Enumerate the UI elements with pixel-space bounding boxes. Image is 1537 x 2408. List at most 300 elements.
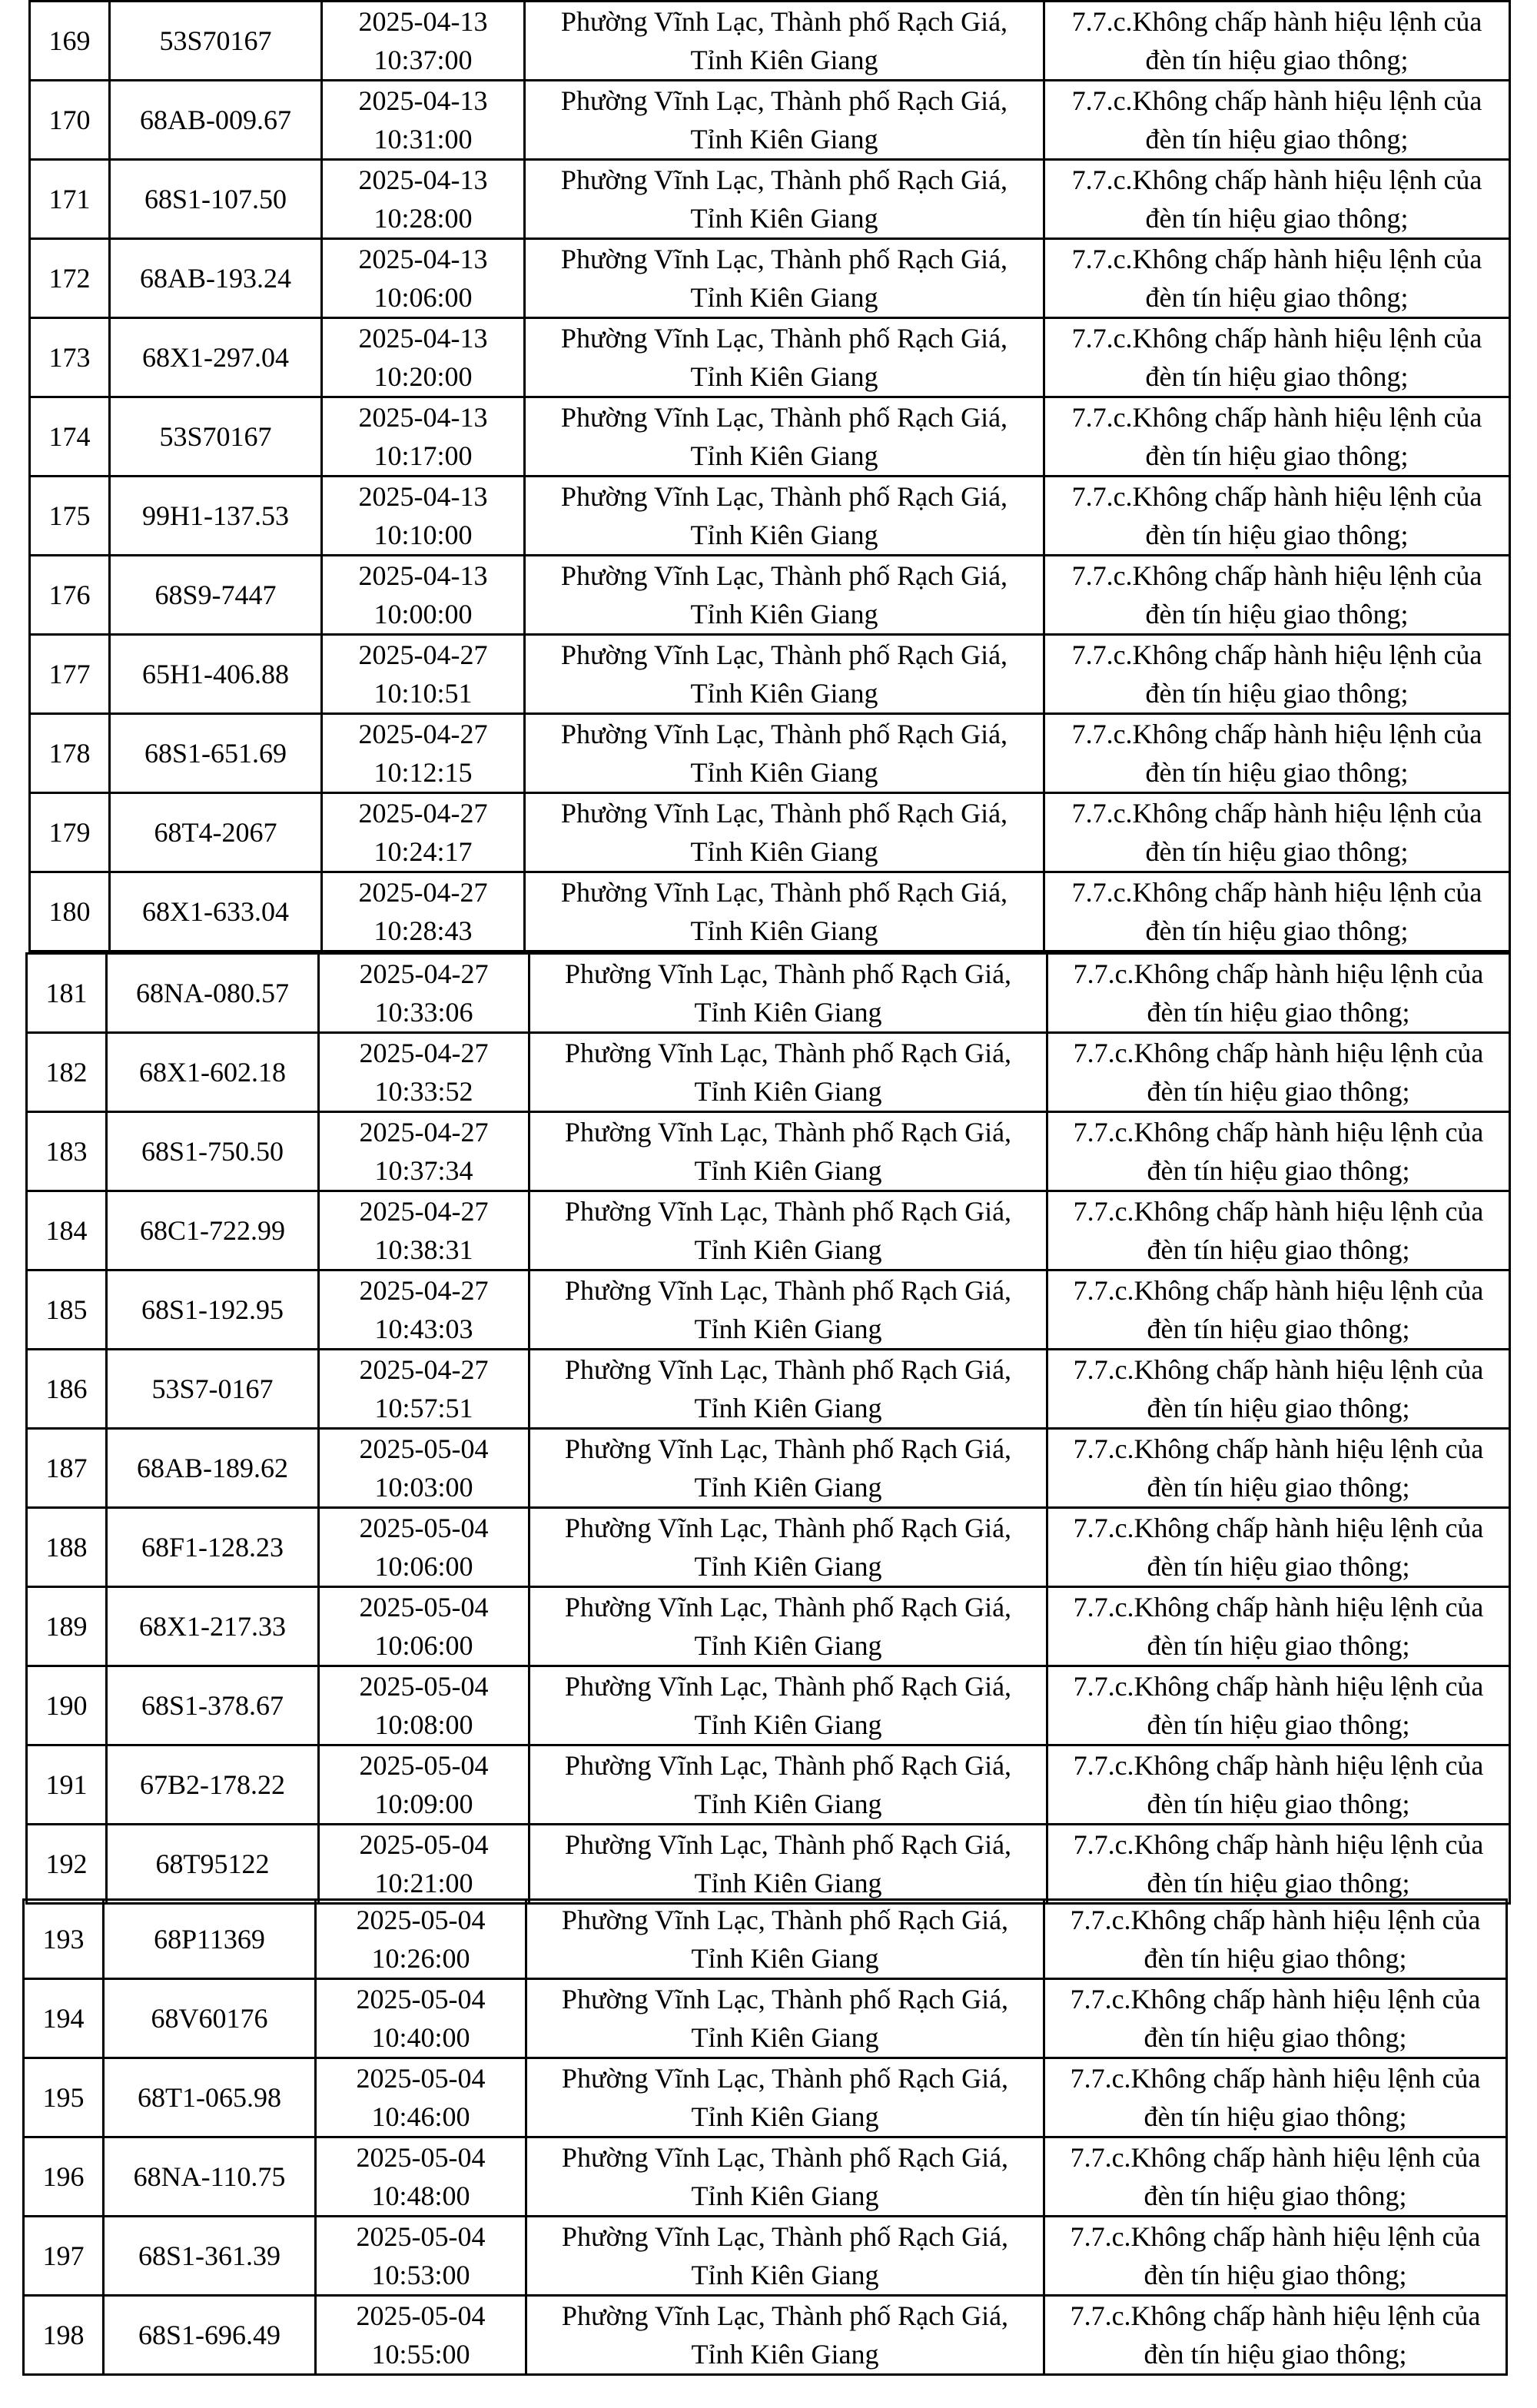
table-row [27,1270,1510,1350]
violation-date: 2025-04-13 [358,560,488,591]
location-line-2: Tỉnh Kiên Giang [691,2339,879,2370]
violation-line-2: đèn tín hiệu giao thông; [1144,2339,1407,2370]
row-number: 177 [30,635,110,714]
violation-location [526,2296,1044,2375]
violation-date: 2025-04-27 [359,958,489,989]
violation-location [525,239,1044,318]
violation-datetime [322,556,525,635]
location-line-1: Phường Vĩnh Lạc, Thành phố Rạch Giá, [561,1905,1009,1935]
violation-time: 10:17:00 [373,440,473,471]
violation-datetime [322,397,525,477]
violation-time: 10:12:15 [373,757,473,788]
violation-datetime [316,2137,526,2217]
violation-datetime [322,872,525,952]
row-number: 194 [24,1979,104,2058]
table-row [30,635,1510,714]
license-plate: 53S70167 [110,2,322,81]
violation-line-1: 7.7.c.Không chấp hành hiệu lệnh của [1071,402,1482,433]
location-line-2: Tỉnh Kiên Giang [690,520,878,550]
violation-datetime [316,2217,526,2296]
violation-datetime [319,1270,529,1350]
location-line-1: Phường Vĩnh Lạc, Thành phố Rạch Giá, [560,85,1008,116]
row-number: 175 [30,477,110,556]
violation-line-1: 7.7.c.Không chấp hành hiệu lệnh của [1073,1275,1484,1306]
location-line-2: Tỉnh Kiên Giang [691,1943,879,1974]
violation-datetime [322,635,525,714]
violation-description [1044,477,1510,556]
violation-datetime [322,160,525,239]
violation-location [525,81,1044,160]
row-number: 186 [27,1350,107,1429]
violation-time: 10:08:00 [374,1709,473,1740]
violation-location [529,954,1047,1033]
violation-time: 10:33:06 [374,997,473,1028]
location-line-2: Tỉnh Kiên Giang [694,1868,882,1898]
table-row [30,793,1510,872]
violation-line-1: 7.7.c.Không chấp hành hiệu lệnh của [1071,877,1482,908]
table-row [27,954,1510,1033]
table-row [27,1745,1510,1825]
violation-time: 10:40:00 [371,2022,470,2053]
location-line-1: Phường Vĩnh Lạc, Thành phố Rạch Giá, [560,719,1008,749]
violation-datetime [319,1033,529,1112]
location-line-1: Phường Vĩnh Lạc, Thành phố Rạch Giá, [564,1117,1012,1148]
row-number: 171 [30,160,110,239]
violation-location [526,1979,1044,2058]
violation-date: 2025-04-27 [359,1275,489,1306]
row-number: 192 [27,1825,107,1904]
violation-time: 10:20:00 [373,361,473,392]
violation-date: 2025-04-27 [359,1196,489,1227]
location-line-2: Tỉnh Kiên Giang [694,1472,882,1503]
violation-line-1: 7.7.c.Không chấp hành hiệu lệnh của [1071,244,1482,274]
violation-time: 10:28:00 [373,203,473,234]
violation-time: 10:53:00 [371,2260,470,2290]
violation-line-2: đèn tín hiệu giao thông; [1147,1314,1410,1344]
violation-date: 2025-04-27 [359,1354,489,1385]
license-plate: 68T95122 [107,1825,319,1904]
table-row [24,2296,1507,2375]
location-line-2: Tỉnh Kiên Giang [694,1551,882,1582]
violation-line-2: đèn tín hiệu giao thông; [1145,915,1409,946]
license-plate: 68AB-009.67 [110,81,322,160]
license-plate: 68F1-128.23 [107,1508,319,1587]
violation-time: 10:03:00 [374,1472,473,1503]
violation-location [526,2217,1044,2296]
location-line-2: Tỉnh Kiên Giang [690,440,878,471]
license-plate: 68S1-378.67 [107,1666,319,1745]
location-line-1: Phường Vĩnh Lạc, Thành phố Rạch Giá, [560,560,1008,591]
table-row [27,1350,1510,1429]
violation-line-2: đèn tín hiệu giao thông; [1144,2260,1407,2290]
violation-date: 2025-04-27 [358,877,488,908]
violation-line-2: đèn tín hiệu giao thông; [1145,124,1409,154]
violation-date: 2025-04-13 [358,323,488,354]
row-number: 169 [30,2,110,81]
license-plate: 68NA-080.57 [107,954,319,1033]
location-line-1: Phường Vĩnh Lạc, Thành phố Rạch Giá, [561,1984,1009,2014]
violation-date: 2025-04-13 [358,244,488,274]
violation-location [525,714,1044,793]
table-row [27,1191,1510,1270]
violation-line-1: 7.7.c.Không chấp hành hiệu lệnh của [1070,2063,1481,2094]
violation-line-1: 7.7.c.Không chấp hành hiệu lệnh của [1070,1905,1481,1935]
violation-date: 2025-05-04 [359,1433,489,1464]
violation-date: 2025-04-27 [358,798,488,829]
license-plate: 68X1-297.04 [110,318,322,397]
violation-datetime [319,1350,529,1429]
violation-description [1047,1112,1510,1191]
location-line-1: Phường Vĩnh Lạc, Thành phố Rạch Giá, [560,639,1008,670]
violation-time: 10:48:00 [371,2180,470,2211]
location-line-2: Tỉnh Kiên Giang [694,1314,882,1344]
violation-datetime [316,2296,526,2375]
license-plate: 68T1-065.98 [104,2058,316,2137]
location-line-1: Phường Vĩnh Lạc, Thành phố Rạch Giá, [561,2063,1009,2094]
row-number: 188 [27,1508,107,1587]
row-number: 187 [27,1429,107,1508]
location-line-1: Phường Vĩnh Lạc, Thành phố Rạch Giá, [561,2221,1009,2252]
violation-description [1044,81,1510,160]
violation-line-2: đèn tín hiệu giao thông; [1144,1943,1407,1974]
violation-time: 10:00:00 [373,599,473,629]
violation-line-2: đèn tín hiệu giao thông; [1145,440,1409,471]
violation-date: 2025-04-13 [358,402,488,433]
violation-date: 2025-05-04 [356,2063,486,2094]
location-line-2: Tỉnh Kiên Giang [690,915,878,946]
violation-location [529,1745,1047,1825]
violation-line-1: 7.7.c.Không chấp hành hiệu lệnh của [1070,1984,1481,2014]
violation-location [525,160,1044,239]
row-number: 170 [30,81,110,160]
violation-description [1047,1508,1510,1587]
violation-description [1047,1270,1510,1350]
violation-date: 2025-05-04 [359,1513,489,1543]
row-number: 182 [27,1033,107,1112]
violation-time: 10:57:51 [374,1393,473,1423]
violation-description [1047,1350,1510,1429]
license-plate: 65H1-406.88 [110,635,322,714]
violation-datetime [322,477,525,556]
location-line-2: Tỉnh Kiên Giang [690,599,878,629]
violation-datetime [319,954,529,1033]
table-row [30,872,1510,952]
license-plate: 68X1-633.04 [110,872,322,952]
table-row [27,1666,1510,1745]
violation-location [529,1191,1047,1270]
location-line-2: Tỉnh Kiên Giang [690,203,878,234]
license-plate: 68S1-192.95 [107,1270,319,1350]
violation-location [525,318,1044,397]
license-plate: 68NA-110.75 [104,2137,316,2217]
license-plate: 68S1-361.39 [104,2217,316,2296]
violation-line-1: 7.7.c.Không chấp hành hiệu lệnh của [1071,481,1482,512]
location-line-2: Tỉnh Kiên Giang [694,1155,882,1186]
location-line-2: Tỉnh Kiên Giang [690,282,878,313]
violation-location [529,1508,1047,1587]
location-line-1: Phường Vĩnh Lạc, Thành phố Rạch Giá, [564,1038,1012,1068]
location-line-1: Phường Vĩnh Lạc, Thành phố Rạch Giá, [564,1513,1012,1543]
violation-line-2: đèn tín hiệu giao thông; [1147,1076,1410,1107]
license-plate: 68X1-602.18 [107,1033,319,1112]
violation-time: 10:26:00 [371,1943,470,1974]
violation-line-1: 7.7.c.Không chấp hành hiệu lệnh của [1071,560,1482,591]
location-line-2: Tỉnh Kiên Giang [691,2022,879,2053]
location-line-2: Tỉnh Kiên Giang [690,45,878,75]
row-number: 193 [24,1900,104,1979]
violation-line-1: 7.7.c.Không chấp hành hiệu lệnh của [1071,85,1482,116]
row-number: 197 [24,2217,104,2296]
violation-datetime [322,793,525,872]
table-row [27,1508,1510,1587]
location-line-1: Phường Vĩnh Lạc, Thành phố Rạch Giá, [560,481,1008,512]
violation-date: 2025-04-13 [358,164,488,195]
violation-datetime [322,239,525,318]
violation-description [1047,1587,1510,1666]
location-line-1: Phường Vĩnh Lạc, Thành phố Rạch Giá, [560,323,1008,354]
violation-location [526,1900,1044,1979]
violation-date: 2025-05-04 [356,2221,486,2252]
row-number: 179 [30,793,110,872]
violation-time: 10:31:00 [373,124,473,154]
violation-location [525,397,1044,477]
violation-datetime [316,2058,526,2137]
violation-location [525,477,1044,556]
location-line-1: Phường Vĩnh Lạc, Thành phố Rạch Giá, [560,6,1008,37]
violation-description [1044,793,1510,872]
violation-description [1044,160,1510,239]
violation-description [1044,2058,1507,2137]
location-line-2: Tỉnh Kiên Giang [694,1234,882,1265]
license-plate: 68S1-107.50 [110,160,322,239]
violation-time: 10:21:00 [374,1868,473,1898]
violation-location [529,1270,1047,1350]
violation-description [1044,2,1510,81]
violation-line-2: đèn tín hiệu giao thông; [1147,1155,1410,1186]
license-plate: 99H1-137.53 [110,477,322,556]
location-line-2: Tỉnh Kiên Giang [690,678,878,709]
violation-table-1 [28,0,1511,952]
violation-description [1044,556,1510,635]
violation-line-1: 7.7.c.Không chấp hành hiệu lệnh của [1073,1038,1484,1068]
violation-line-2: đèn tín hiệu giao thông; [1144,2101,1407,2132]
violation-location [525,635,1044,714]
violation-description [1047,1033,1510,1112]
violation-date: 2025-04-27 [358,719,488,749]
violation-datetime [322,81,525,160]
violation-time: 10:55:00 [371,2339,470,2370]
violation-time: 10:28:43 [373,915,473,946]
violation-time: 10:06:00 [374,1630,473,1661]
violation-datetime [319,1825,529,1904]
location-line-1: Phường Vĩnh Lạc, Thành phố Rạch Giá, [560,244,1008,274]
location-line-1: Phường Vĩnh Lạc, Thành phố Rạch Giá, [560,164,1008,195]
location-line-1: Phường Vĩnh Lạc, Thành phố Rạch Giá, [560,877,1008,908]
violation-date: 2025-04-27 [359,1038,489,1068]
violation-line-2: đèn tín hiệu giao thông; [1145,836,1409,867]
license-plate: 68V60176 [104,1979,316,2058]
row-number: 178 [30,714,110,793]
location-line-2: Tỉnh Kiên Giang [694,997,882,1028]
row-number: 174 [30,397,110,477]
row-number: 184 [27,1191,107,1270]
violation-location [529,1587,1047,1666]
violation-time: 10:43:03 [374,1314,473,1344]
violation-description [1044,2137,1507,2217]
violation-description [1044,318,1510,397]
location-line-2: Tỉnh Kiên Giang [694,1630,882,1661]
license-plate: 68C1-722.99 [107,1191,319,1270]
violation-line-1: 7.7.c.Không chấp hành hiệu lệnh của [1070,2221,1481,2252]
table-row [30,2,1510,81]
violation-time: 10:37:34 [374,1155,473,1186]
violation-description [1044,872,1510,952]
table-row [27,1825,1510,1904]
violation-time: 10:46:00 [371,2101,470,2132]
location-line-1: Phường Vĩnh Lạc, Thành phố Rạch Giá, [561,2300,1009,2331]
table-row [30,714,1510,793]
location-line-1: Phường Vĩnh Lạc, Thành phố Rạch Giá, [564,1354,1012,1385]
violation-line-1: 7.7.c.Không chấp hành hiệu lệnh của [1073,1592,1484,1622]
row-number: 173 [30,318,110,397]
location-line-1: Phường Vĩnh Lạc, Thành phố Rạch Giá, [564,1592,1012,1622]
table-row [30,81,1510,160]
violation-date: 2025-04-13 [358,85,488,116]
row-number: 198 [24,2296,104,2375]
location-line-1: Phường Vĩnh Lạc, Thành phố Rạch Giá, [564,1671,1012,1702]
violation-line-2: đèn tín hiệu giao thông; [1144,2022,1407,2053]
violation-description [1044,1979,1507,2058]
location-line-1: Phường Vĩnh Lạc, Thành phố Rạch Giá, [564,1275,1012,1306]
location-line-2: Tỉnh Kiên Giang [691,2180,879,2211]
violation-description [1047,1429,1510,1508]
violation-line-2: đèn tín hiệu giao thông; [1145,520,1409,550]
violation-line-1: 7.7.c.Không chấp hành hiệu lệnh của [1073,1671,1484,1702]
table-row [30,397,1510,477]
location-line-2: Tỉnh Kiên Giang [690,361,878,392]
violation-description [1047,1666,1510,1745]
table-row [24,1979,1507,2058]
table-row [27,1429,1510,1508]
violation-time: 10:33:52 [374,1076,473,1107]
violation-time: 10:10:00 [373,520,473,550]
location-line-2: Tỉnh Kiên Giang [694,1393,882,1423]
table-row [30,477,1510,556]
violation-description [1047,1191,1510,1270]
violation-datetime [319,1666,529,1745]
license-plate: 68AB-189.62 [107,1429,319,1508]
violation-line-1: 7.7.c.Không chấp hành hiệu lệnh của [1071,323,1482,354]
violation-description [1047,954,1510,1033]
violation-datetime [319,1508,529,1587]
table-row [27,1033,1510,1112]
violation-line-2: đèn tín hiệu giao thông; [1147,1472,1410,1503]
license-plate: 68T4-2067 [110,793,322,872]
violation-date: 2025-05-04 [356,2300,486,2331]
violation-line-2: đèn tín hiệu giao thông; [1147,1868,1410,1898]
violation-date: 2025-05-04 [359,1750,489,1781]
row-number: 196 [24,2137,104,2217]
violation-description [1044,1900,1507,1979]
violation-table-2 [25,952,1511,1905]
license-plate: 68P11369 [104,1900,316,1979]
location-line-1: Phường Vĩnh Lạc, Thành phố Rạch Giá, [560,402,1008,433]
violation-datetime [322,714,525,793]
table-row [24,2217,1507,2296]
violation-datetime [316,1900,526,1979]
violation-line-2: đèn tín hiệu giao thông; [1147,1551,1410,1582]
violation-date: 2025-05-04 [356,1984,486,2014]
table-row [27,1112,1510,1191]
violation-date: 2025-04-27 [358,639,488,670]
violation-line-1: 7.7.c.Không chấp hành hiệu lệnh của [1073,958,1484,989]
license-plate: 68S9-7447 [110,556,322,635]
location-line-1: Phường Vĩnh Lạc, Thành phố Rạch Giá, [561,2142,1009,2173]
violation-datetime [319,1429,529,1508]
location-line-1: Phường Vĩnh Lạc, Thành phố Rạch Giá, [564,1750,1012,1781]
violation-line-1: 7.7.c.Không chấp hành hiệu lệnh của [1073,1117,1484,1148]
violation-line-2: đèn tín hiệu giao thông; [1147,1630,1410,1661]
location-line-2: Tỉnh Kiên Giang [691,2260,879,2290]
violation-line-1: 7.7.c.Không chấp hành hiệu lệnh của [1071,639,1482,670]
violation-datetime [319,1587,529,1666]
violation-location [529,1429,1047,1508]
row-number: 185 [27,1270,107,1350]
violation-date: 2025-04-13 [358,481,488,512]
violation-line-1: 7.7.c.Không chấp hành hiệu lệnh của [1073,1433,1484,1464]
violation-time: 10:06:00 [373,282,473,313]
violation-line-2: đèn tín hiệu giao thông; [1145,757,1409,788]
location-line-1: Phường Vĩnh Lạc, Thành phố Rạch Giá, [564,958,1012,989]
violation-time: 10:09:00 [374,1789,473,1819]
violation-line-1: 7.7.c.Không chấp hành hiệu lệnh của [1073,1829,1484,1860]
violation-line-1: 7.7.c.Không chấp hành hiệu lệnh của [1071,719,1482,749]
violation-location [525,2,1044,81]
row-number: 180 [30,872,110,952]
violation-line-1: 7.7.c.Không chấp hành hiệu lệnh của [1073,1196,1484,1227]
license-plate: 68X1-217.33 [107,1587,319,1666]
violation-description [1044,2217,1507,2296]
violation-datetime [322,2,525,81]
violation-line-1: 7.7.c.Không chấp hành hiệu lệnh của [1073,1750,1484,1781]
violation-date: 2025-05-04 [359,1592,489,1622]
violation-line-2: đèn tín hiệu giao thông; [1147,1393,1410,1423]
violation-line-2: đèn tín hiệu giao thông; [1145,203,1409,234]
violation-line-1: 7.7.c.Không chấp hành hiệu lệnh của [1071,164,1482,195]
violation-line-2: đèn tín hiệu giao thông; [1147,1789,1410,1819]
violation-date: 2025-04-27 [359,1117,489,1148]
violation-date: 2025-05-04 [356,1905,486,1935]
location-line-2: Tỉnh Kiên Giang [694,1789,882,1819]
table-row [24,1900,1507,1979]
violation-line-1: 7.7.c.Không chấp hành hiệu lệnh của [1070,2300,1481,2331]
violation-time: 10:10:51 [373,678,473,709]
location-line-2: Tỉnh Kiên Giang [694,1709,882,1740]
row-number: 176 [30,556,110,635]
violation-time: 10:37:00 [373,45,473,75]
violation-datetime [319,1191,529,1270]
violation-line-1: 7.7.c.Không chấp hành hiệu lệnh của [1073,1354,1484,1385]
location-line-2: Tỉnh Kiên Giang [690,757,878,788]
violation-date: 2025-05-04 [356,2142,486,2173]
location-line-2: Tỉnh Kiên Giang [694,1076,882,1107]
violation-location [529,1350,1047,1429]
violation-table-3 [22,1898,1508,2376]
table-row [27,1587,1510,1666]
violation-line-2: đèn tín hiệu giao thông; [1145,361,1409,392]
row-number: 181 [27,954,107,1033]
violation-location [529,1112,1047,1191]
